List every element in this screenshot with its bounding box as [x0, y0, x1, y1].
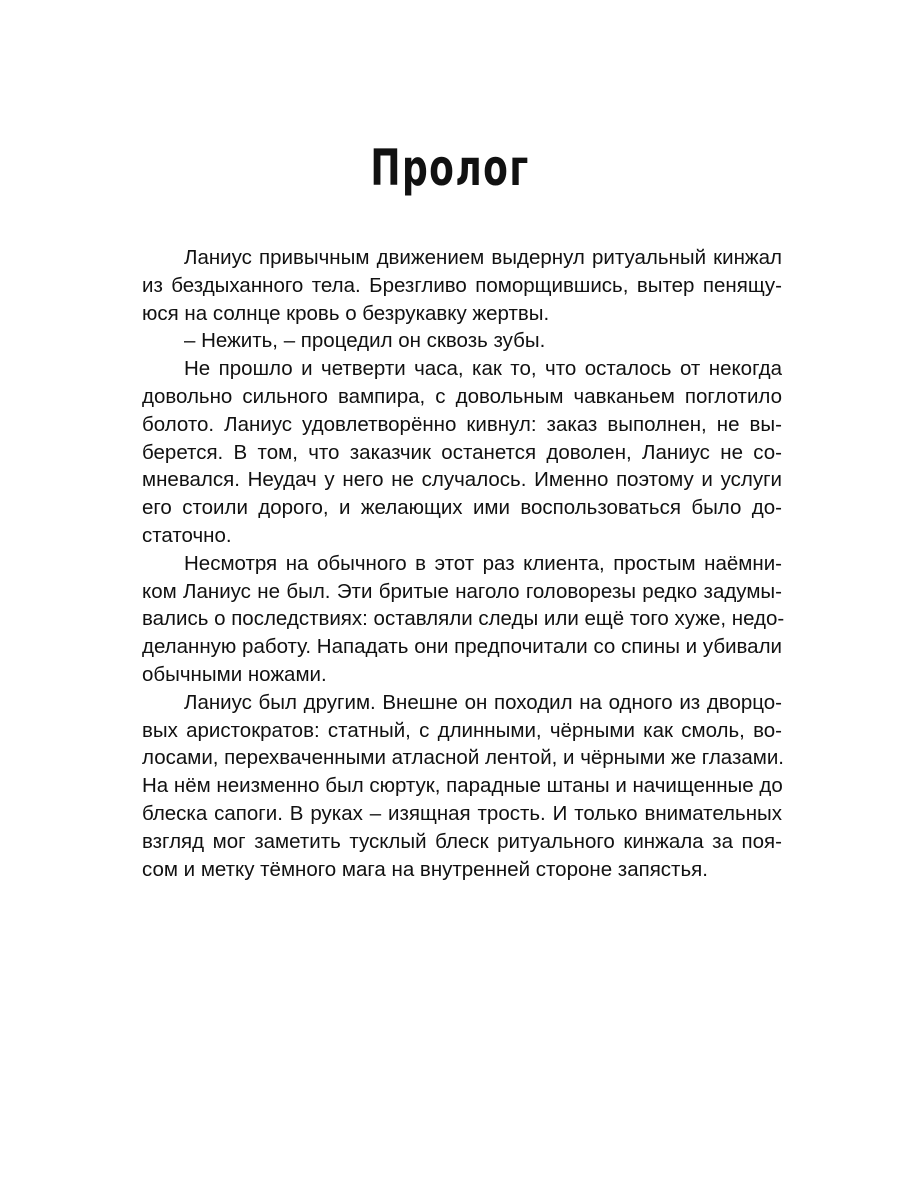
- text-line: взгляд мог заметить тусклый блеск ритуального кинжала за поя-: [142, 829, 782, 853]
- paragraph-3: [142, 355, 782, 550]
- text-line: вались о последствиях: оставляли следы или ещё того хуже, недо-: [142, 607, 785, 631]
- paragraph-5: [142, 689, 782, 884]
- text-line: Не прошло и четверти часа, как то, что осталось от некогда: [184, 357, 782, 381]
- text-line: вых аристократов: статный, с длинными, чёрными как смоль, во-: [142, 718, 782, 742]
- text-line: обычными ножами.: [142, 662, 327, 686]
- paragraph-4: [142, 550, 785, 689]
- text-line: Несмотря на обычного в этот раз клиента, простым наёмни-: [184, 551, 782, 575]
- text-line: блеска сапоги. В руках – изящная трость. И только внимательных: [142, 801, 782, 825]
- text-line: юся на солнце кровь о безрукавку жертвы.: [142, 301, 550, 325]
- text-line: – Нежить, – процедил он сквозь зубы.: [184, 329, 546, 353]
- text-line: На нём неизменно был сюртук, парадные штаны и начищенные до: [142, 774, 783, 798]
- text-line: Ланиус привычным движением выдернул ритуальный кинжал: [184, 246, 782, 269]
- text-line: болото. Ланиус удовлетворённо кивнул: заказ выполнен, не вы-: [142, 412, 782, 436]
- text-line: лосами, перехваченными атласной лентой, и чёрными же глазами.: [142, 746, 784, 770]
- text-line: довольно сильного вампира, с довольным чавканьем поглотило: [142, 384, 782, 408]
- text-line: мневался. Неудач у него не случалось. Именно поэтому и услуги: [142, 468, 782, 492]
- text-line: ком Ланиус не был. Эти бритые наголо головорезы редко задумы-: [142, 579, 782, 603]
- chapter-title: Пролог: [370, 139, 530, 197]
- paragraph-1: [142, 244, 782, 327]
- paragraph-2: [142, 327, 782, 355]
- chapter-text: [142, 244, 785, 883]
- text-line: Ланиус был другим. Внешне он походил на одного из дворцо-: [184, 690, 782, 714]
- text-line: деланную работу. Нападать они предпочитали со спины и убивали: [142, 635, 782, 659]
- text-line: его стоили дорого, и желающих ими воспользоваться было до-: [142, 496, 782, 520]
- text-line: сом и метку тёмного мага на внутренней стороне запястья.: [142, 857, 708, 881]
- text-line: статочно.: [142, 523, 232, 547]
- text-line: из бездыханного тела. Брезгливо поморщившись, вытер пенящу-: [142, 273, 782, 297]
- text-line: берется. В том, что заказчик останется доволен, Ланиус не со-: [142, 440, 782, 464]
